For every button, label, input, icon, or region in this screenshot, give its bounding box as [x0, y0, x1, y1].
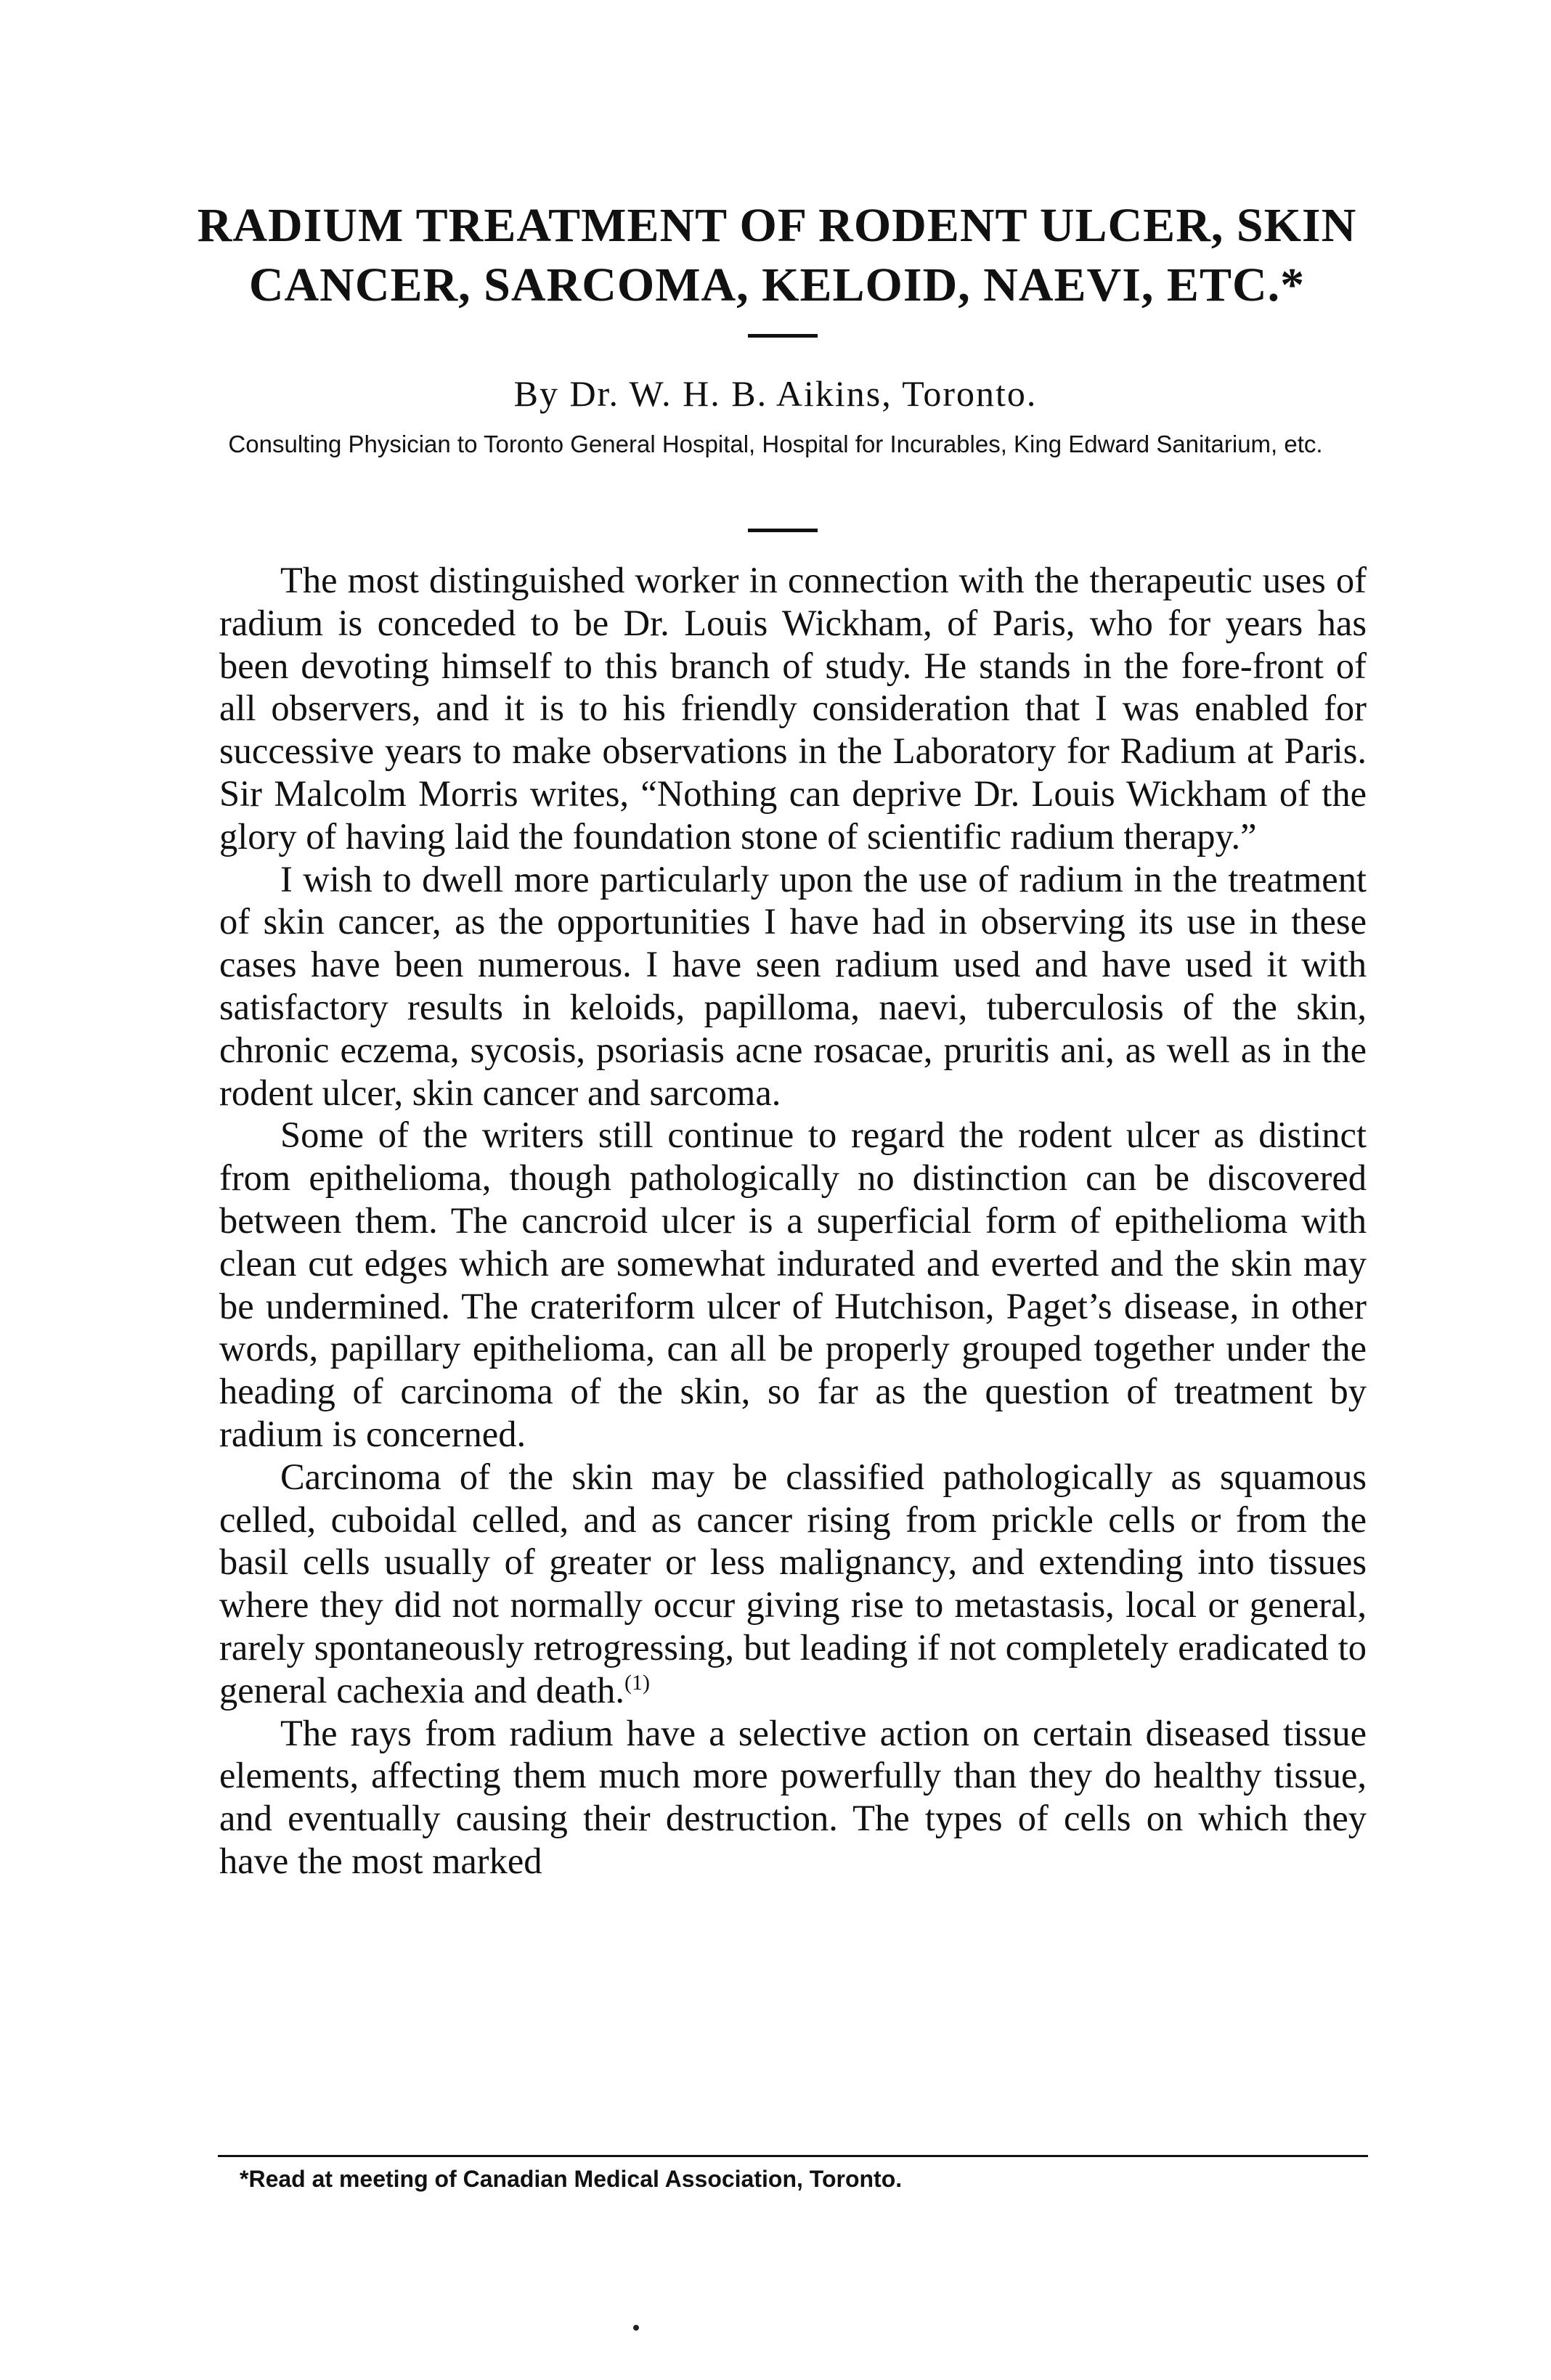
reference-marker: (1) — [624, 1670, 650, 1695]
print-speck — [633, 2325, 639, 2331]
title-divider — [748, 334, 818, 338]
paragraph-1: The most distinguished worker in connection with the therapeutic uses of radium is conceded to be Dr. Louis Wickham, of Paris, who for years has been devoting himself to this branch of study. He stands in the fore-front of all observers, and it is to his friendly consideration that I was enabled for successive years to make observations in the Laboratory for Radium at Paris. Sir Malcolm Morris writes, “Nothing can deprive Dr. Louis Wickham of the glory of having laid the foundation stone of scientific radium therapy.” — [219, 560, 1367, 857]
paragraph-2: I wish to dwell more particularly upon the use of radium in the treatment of skin cancer, as the opportunities I have had in observing its use in these cases have been numerous. I have seen radium used and have used it with satisfactory results in keloids, papilloma, naevi, tuberculosis of the skin, chronic eczema, sycosis, psoriasis acne rosacae, pruritis ani, as well as in the rodent ulcer, skin cancer and sarcoma. — [219, 858, 1367, 1113]
article-title — [189, 196, 1365, 315]
footnote: *Read at meeting of Canadian Medical Association, Toronto. — [240, 2166, 903, 2192]
author-affiliation: Consulting Physician to Toronto General Hospital, Hospital for Incurables, King Edward Sanitarium, etc. — [228, 431, 1323, 457]
title-line-1: RADIUM TREATMENT OF RODENT ULCER, SKIN — [197, 199, 1357, 252]
byline-divider — [748, 529, 818, 532]
paragraph-4-text: Carcinoma of the skin may be classified pathologically as squamous celled, cuboidal celled, and as cancer rising from prickle cells or from the basil cells usually of greater or less malignancy, and extending into tissues where they did not normally occur giving rise to metastasis, local or general, rarely spontaneously retrogressing, but leading if not completely eradicated to general cachexia and death. — [219, 1456, 1367, 1711]
article-body — [219, 559, 1367, 1883]
footnote-divider — [218, 2155, 1368, 2157]
paragraph-4 — [219, 1456, 1367, 1712]
paragraph-5: The rays from radium have a selective action on certain diseased tissue elements, affecting them much more powerfully than they do healthy tissue, and eventually causing their destruction. The types of cells on which they have the most marked — [219, 1712, 1367, 1881]
author-byline: By Dr. W. H. B. Aikins, Toronto. — [513, 373, 1038, 414]
title-line-2: CANCER, SARCOMA, KELOID, NAEVI, ETC.* — [248, 258, 1306, 311]
paragraph-3: Some of the writers still continue to regard the rodent ulcer as distinct from epithelioma, though pathologically no distinction can be discovered between them. The cancroid ulcer is a superficial form of epithelioma with clean cut edges which are somewhat indurated and everted and the skin may be undermined. The crateriform ulcer of Hutchison, Paget’s disease, in other words, papillary epithelioma, can all be properly grouped together under the heading of carcinoma of the skin, so far as the question of treatment by radium is concerned. — [219, 1114, 1367, 1454]
